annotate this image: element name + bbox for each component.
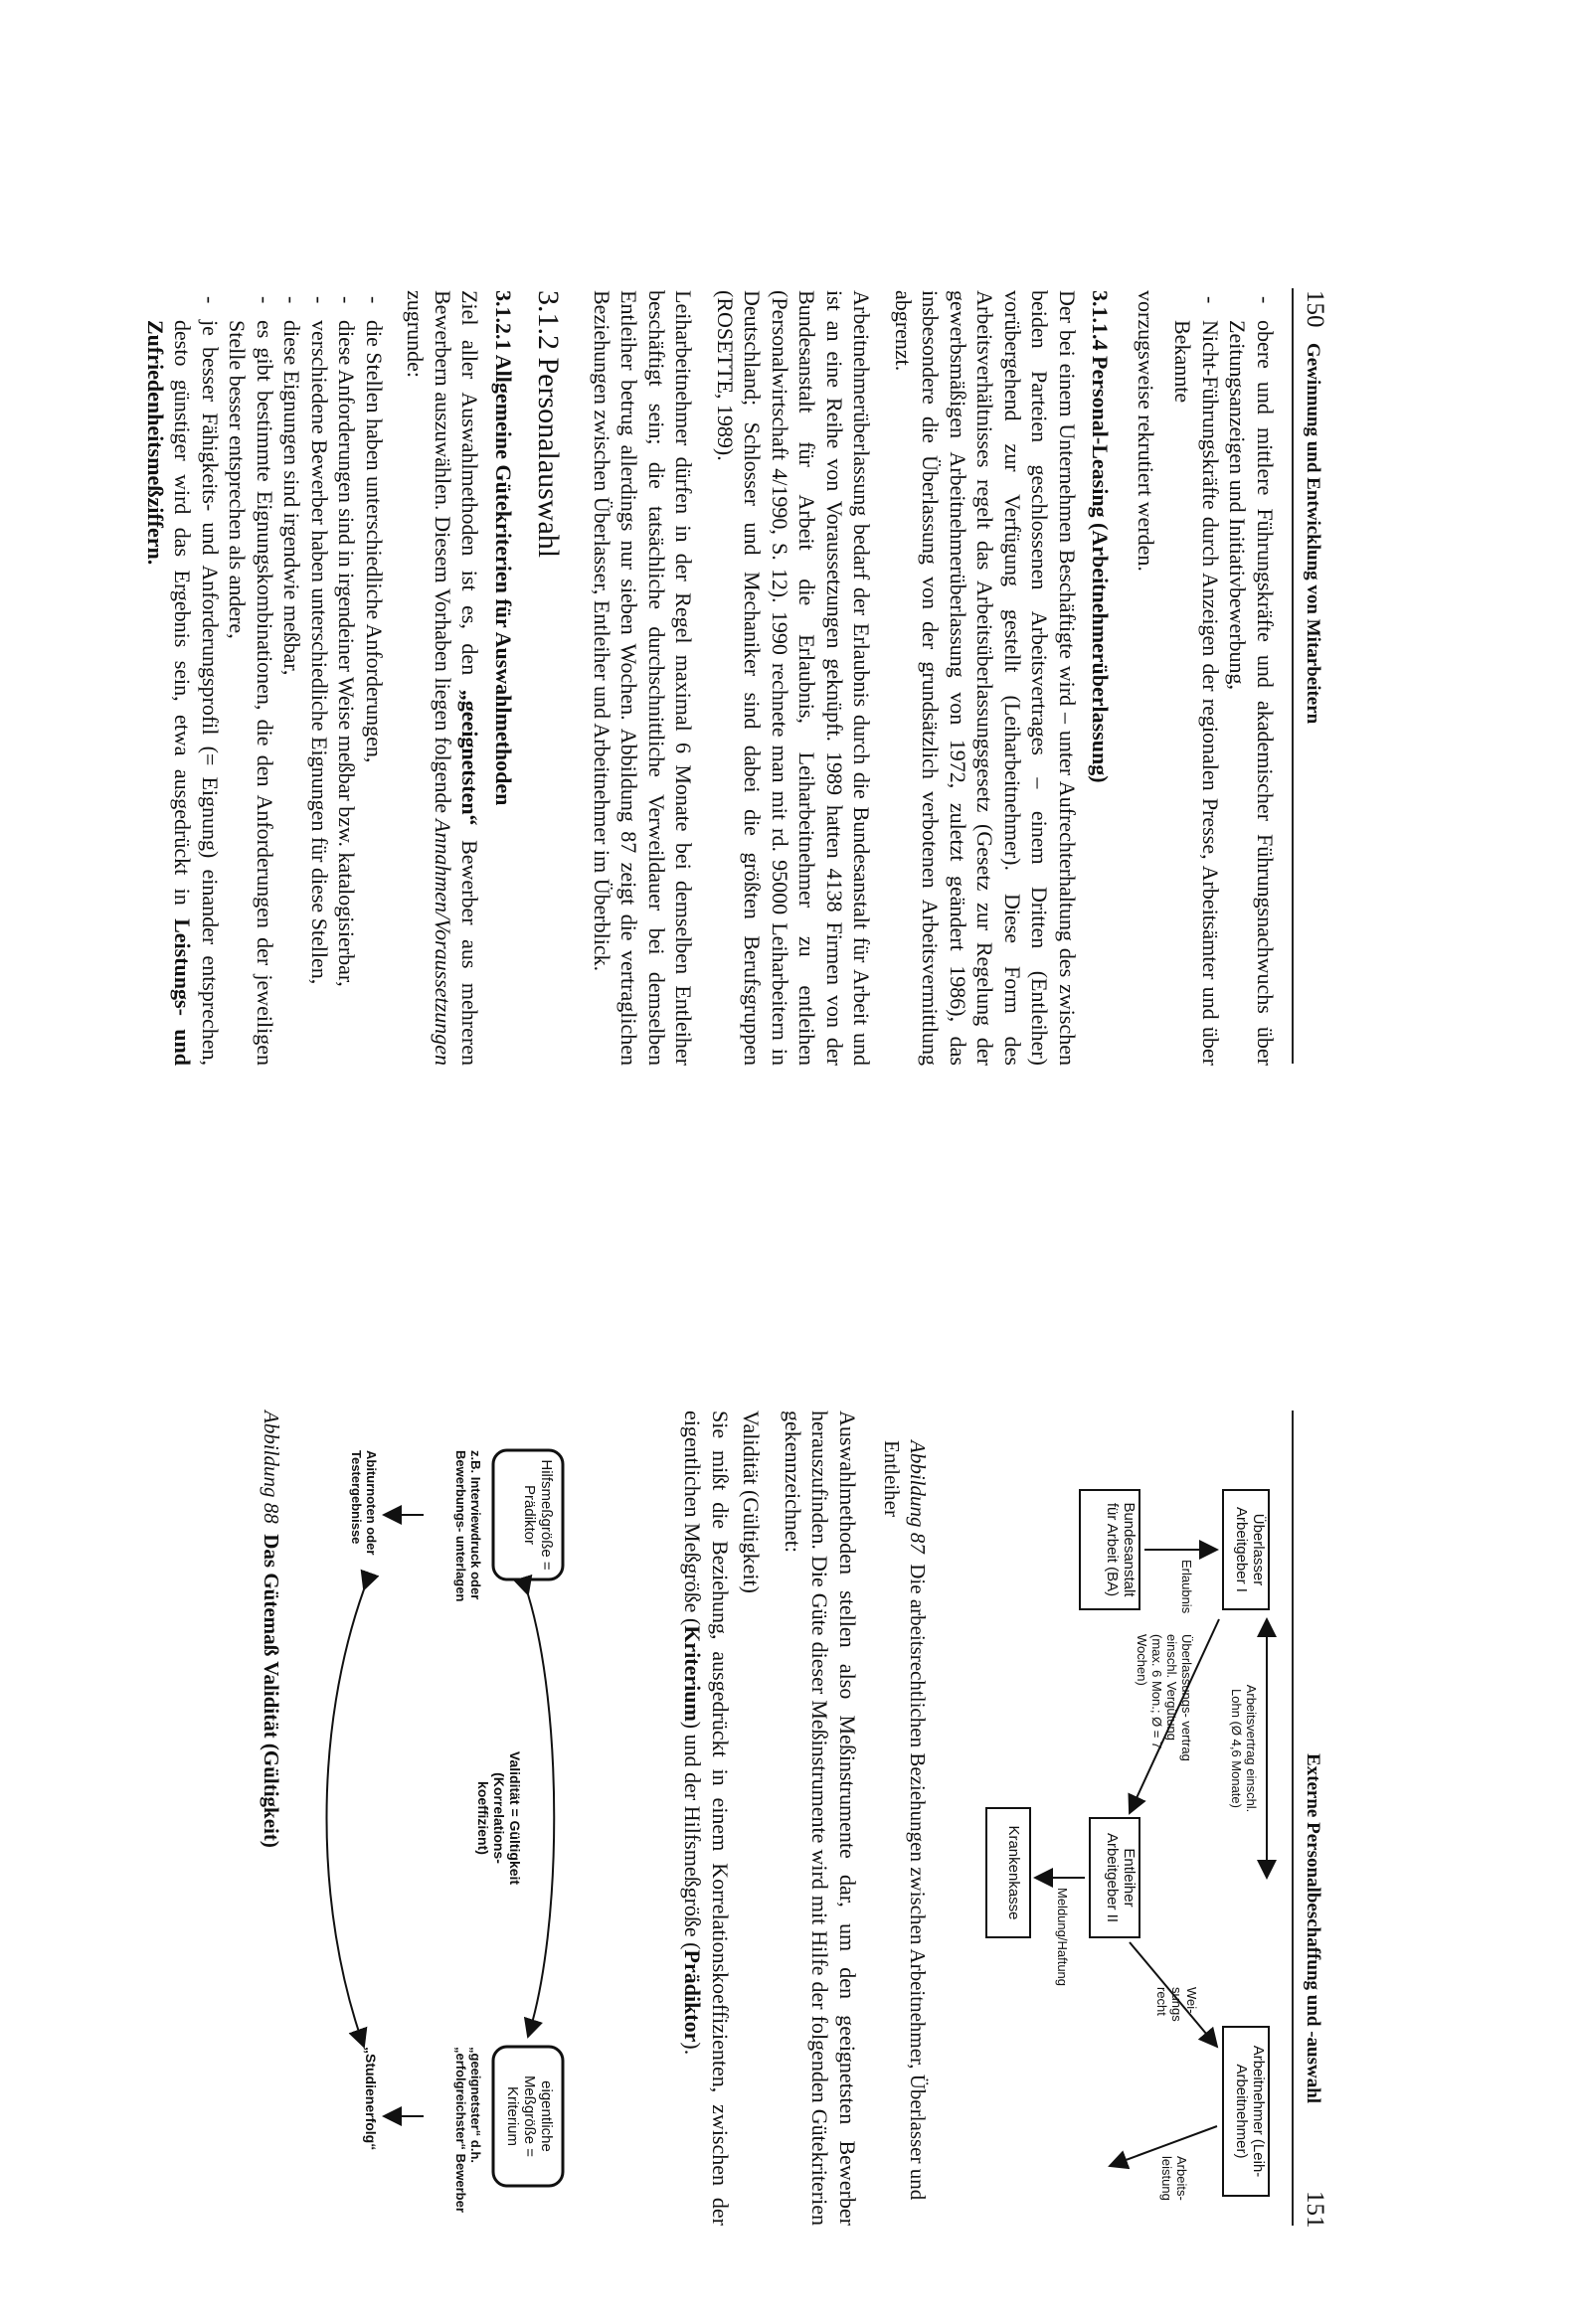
intro-end: vorzugsweise rekrutiert werden. (1134, 290, 1158, 572)
predictor-examples-label: z.B. Interviewdruck oder Bewerbungs- unterlagen (453, 1450, 483, 1602)
figure-88-caption: Abbildung 88 Das Gütemaß Validität (Gültigkeit) (260, 1411, 283, 1848)
section-312-heading: 3.1.2 Personalauswahl (532, 290, 566, 559)
criterion-examples-label: „geeignetster“ d.h. „erfolgreichster“ Bewerber (453, 2047, 483, 2213)
outcome-arrow (327, 1589, 365, 2047)
list-item: - obere und mittlere Führungskräfte und akademischer Führungsnachwuchs über Zeitungsanzeigen und Initiativbewerbung, (1224, 320, 1279, 1066)
arbeitsleistung-label: Arbeits- leistung (1159, 2156, 1189, 2201)
section-3114-paragraph-2: Arbeitnehmerüberlassung bedarf der Erlaubnis durch die Bundesanstalt für Arbeit und ist an eine Reihe von Voraussetzungen geknüpft. 1989 hatten 4138 Firmen von der Bundesanstalt für Arbeit die Erlaubnis, Leiharbeitnehmer zu entleihen (Personalwirtschaft 4/1990, S. 12). 1990 rechnete man mit rd. 95000 Leiharbeitern in Deutschland; Schlosser und Mechaniker sind dabei die größten Berufsgruppen (ROSETTE, 1989). (713, 290, 875, 1066)
list-item: - Nicht-Führungskräfte durch Anzeigen der regionalen Presse, Arbeitsämter und über Bekannte (1169, 320, 1224, 1066)
left-body-text (132, 290, 1280, 1066)
running-header-left: Gewinnung und Entwicklung von Mitarbeitern (1303, 343, 1323, 725)
meldung-label: Meldung/Haftung (1055, 1888, 1070, 1987)
arbeitnehmer-label: Arbeitnehmer (Leih-Arbeitnehmer) (1233, 2045, 1267, 2178)
validity-arrow (528, 1594, 554, 2037)
intro-bullet-list (1169, 290, 1279, 1066)
list-item: - diese Eignungen sind irgendwie meßbar, (278, 320, 306, 1066)
right-page (0, 1162, 1577, 2324)
bundesanstalt-label: Bundesanstalt für Arbeit (BA) (1104, 1502, 1138, 1597)
header-rule-right (1292, 1411, 1294, 2226)
predictor-label: Hilfsmeßgröße = Prädiktor (521, 1459, 555, 1571)
criterion-outcome-label: „Studienerfolg“ (363, 2047, 379, 2151)
page-number-left: 150 (1302, 290, 1328, 328)
figure-88-diagram (294, 1411, 583, 2226)
assumption-bullet-list (142, 290, 389, 1066)
predictor-outcome-label: Abiturnoten oder Testergebnisse (349, 1450, 379, 1556)
list-item: - es gibt bestimmte Eignungskombinationen, die den Anforderungen der jeweiligen Stelle besser entsprechen als andere, (224, 320, 278, 1066)
krankenkasse-label: Krankenkasse (1005, 1825, 1022, 1920)
ueberlasser-label: Überlasser Arbeitgeber I (1233, 1507, 1267, 1592)
page-number-right: 151 (1302, 2191, 1328, 2229)
section-3121-heading: 3.1.2.1 Allgemeine Gütekriterien für Auswahlmethoden (491, 290, 516, 806)
list-item: - die Stellen haben unterschiedliche Anforderungen, (361, 320, 389, 1066)
validity-paragraph: Sie mißt die Beziehung, ausgedrückt in einem Korrelationskoeffizienten, zwischen der eigentlichen Meßgröße (Kriterium) und der Hilfsmeßgröße (Prädiktor). (680, 1411, 733, 2226)
criterion-label: eigentliche Meßgröße = Kriterium (504, 2075, 555, 2158)
list-item: - verschiedene Bewerber haben unterschiedliche Eignungen für diese Stellen, (306, 320, 334, 1066)
validity-heading: Validität (Gültigkeit) (739, 1411, 765, 1593)
arbeitsvertrag-label: Arbeitsvertrag einschl. Lohn (Ø 4,6 Monate) (1229, 1684, 1259, 1813)
validity-label: Validität = Gültigkeit (Korrelations- koeffizient) (475, 1750, 523, 1886)
auswahlmethoden-paragraph: Auswahlmethoden stellen also Meßinstrumente dar, um den geeignetsten Bewerber herauszufinden. Die Güte dieser Meßinstrumente wird mit Hilfe der folgenden Gütekriterien gekennzeichnet: (781, 1411, 860, 2226)
right-body-text (665, 1411, 861, 2226)
header-rule-left (1292, 288, 1294, 1064)
list-item: - diese Anforderungen sind in irgendeiner Weise meßbar bzw. katalogisierbar, (333, 320, 361, 1066)
figure-87-caption: Abbildung 87 Die arbeitsrechtlichen Beziehungen zwischen Arbeitnehmer, Überlasser und Entleiher (880, 1440, 930, 2201)
section-3114-paragraph-3: Leiharbeitnehmer dürfen in der Regel maximal 6 Monate bei demselben Entleiher beschäftigt sein; die tatsächliche durchschnittliche Verweildauer bei demselben Entleiher betrug allerdings nur sieben Wochen. Abbildung 87 zeigt die vertraglichen Beziehungen zwischen Überlasser, Entleiher und Arbeitnehmer im Überblick. (590, 290, 697, 1066)
weisungsrecht-label: Wei- sungs recht (1154, 1987, 1199, 2022)
entleiher-label: Entleiher Arbeitgeber II (1104, 1832, 1138, 1923)
list-item: - je besser Fähigkeits- und Anforderungsprofil (= Eignung) einander entsprechen, desto günstiger wird das Ergebnis sein, etwa ausgedrückt in Leistungs- und Zufriedenheitsmeßziffern. (142, 320, 225, 1066)
erlaubnis-label: Erlaubnis (1179, 1560, 1194, 1614)
running-header-right: Externe Personalbeschaffung und -auswahl (1303, 1753, 1323, 2104)
ueberlassungsvertrag-label: Überlassungs- vertrag einschl. Vergütung (max. 6 Mon.; Ø = 7 Wochen) (1135, 1634, 1194, 1761)
section-3121-paragraph: Ziel aller Auswahlmethoden ist es, den „geeignetsten“ Bewerber aus mehreren Bewerbern auszuwählen. Diesem Vorhaben liegen folgende Annahmen/Voraussetzungen zugrunde: (403, 290, 483, 1066)
figure-87-diagram (961, 1411, 1289, 2226)
section-3114-paragraph-1: Der bei einem Unternehmen Beschäftigte wird – unter Aufrechterhaltung des zwischen beiden Parteien geschlossenen Arbeitsvertrages – einem Dritten (Entleiher) vorübergehend zur Verfügung gestellt (Leiharbeitnehmer). Diese Form des Arbeitsverhältnisses regelt das Arbeitsüberlassungsgesetz (Gesetz zur Regelung der gewerbsmäßigen Arbeitnehmerüberlassung von 1972, zuletzt geändert 1986), das insbesondere die Überlassung von der grundsätzlich verbotenen Arbeitsvermittlung abgrenzt. (891, 290, 1080, 1066)
section-3114-heading: 3.1.1.4 Personal-Leasing (Arbeitnehmerüberlassung) (1088, 290, 1114, 783)
